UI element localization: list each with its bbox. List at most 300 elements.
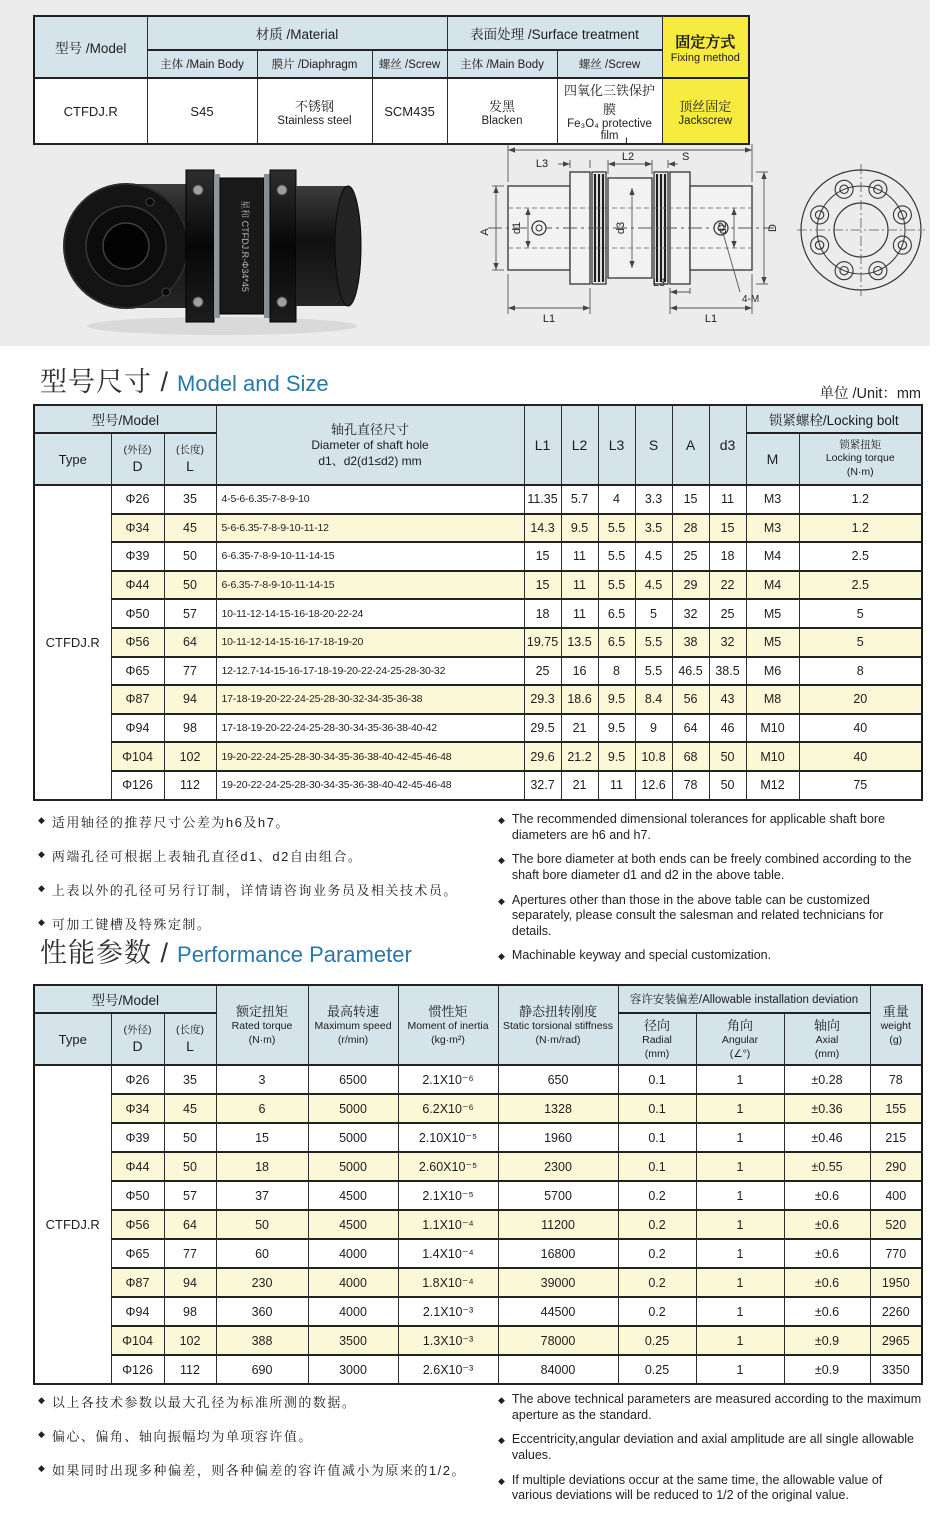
table-cell: Φ26 [111, 485, 164, 514]
dim-label-d1: d1 [511, 221, 523, 235]
table-cell: Φ44 [111, 571, 164, 600]
table-cell: 35 [164, 1065, 216, 1094]
diamond-bullet-icon: ◆ [498, 895, 505, 906]
perf-notes [38, 1392, 922, 1513]
note-item [38, 1392, 480, 1411]
inertia-cn: 惯性矩 [428, 1003, 468, 1019]
product-photo [46, 126, 398, 340]
table-cell: 0.2 [618, 1239, 696, 1268]
table-cell: 46 [709, 714, 746, 743]
table-cell: 19.75 [524, 628, 561, 657]
diamond-bullet-icon: ◆ [498, 815, 505, 825]
table-cell: 15 [672, 485, 709, 514]
table-cell: 9.5 [598, 742, 635, 771]
table-cell: M3 [746, 514, 799, 543]
table-row [34, 742, 922, 771]
table-cell: 2300 [498, 1152, 618, 1181]
table-row [34, 1297, 922, 1326]
table-row [34, 685, 922, 714]
spec-subheader-main-body-2: 主体 /Main Body [447, 50, 557, 78]
d-header-cn: (外径) [123, 444, 152, 457]
bore-header-cn: 轴孔直径尺寸 [331, 421, 410, 437]
angular-en: Angular [721, 1034, 759, 1047]
table-cell: 4 [598, 485, 635, 514]
table-cell: 15 [524, 571, 561, 600]
spec-fixing-header [662, 16, 749, 78]
spec-surface-header: 表面处理 /Surface treatment [447, 16, 662, 50]
table-cell: 3350 [870, 1355, 922, 1384]
table-cell: 9.5 [561, 514, 598, 543]
table-cell: 3.5 [635, 514, 672, 543]
table-cell: Φ94 [111, 1297, 164, 1326]
table-cell: 1950 [870, 1268, 922, 1297]
table-cell: 1 [696, 1210, 784, 1239]
surface-main-en: Blacken [481, 114, 523, 127]
table-cell: Φ50 [111, 599, 164, 628]
table-cell: 155 [870, 1094, 922, 1123]
table-cell: 50 [164, 571, 216, 600]
table-cell: ±0.28 [784, 1065, 870, 1094]
table-cell: 5000 [308, 1123, 398, 1152]
inertia-unit: (kg·m²) [431, 1033, 465, 1046]
size-header-type: Type [34, 433, 111, 485]
diamond-bullet-icon: ◆ [38, 849, 45, 859]
table-row [34, 657, 922, 686]
table-cell: 60 [216, 1239, 308, 1268]
table-cell: 0.2 [618, 1297, 696, 1326]
fixing-en: Jackscrew [678, 114, 733, 127]
size-header-L1: L1 [524, 405, 561, 485]
table-cell: 0.1 [618, 1152, 696, 1181]
stiffness-unit: (N·m/rad) [535, 1033, 581, 1046]
table-cell: 1.4X10⁻⁴ [398, 1239, 498, 1268]
table-cell: 0.1 [618, 1123, 696, 1152]
table-cell: 16 [561, 657, 598, 686]
table-cell: 11 [598, 771, 635, 800]
table-cell: 2.1X10⁻⁶ [398, 1065, 498, 1094]
diamond-bullet-icon: ◆ [38, 1463, 45, 1473]
spec-model-header: 型号 /Model [34, 16, 147, 78]
surface-screw-en: Fe₃O₄ protective film [567, 118, 652, 142]
table-cell: 50 [164, 1123, 216, 1152]
l-header-cn: (长度) [176, 444, 204, 457]
table-cell: 5.5 [598, 514, 635, 543]
table-cell: 6-6.35-7-8-9-10-11-14-15 [216, 571, 524, 600]
table-cell: 3500 [308, 1326, 398, 1355]
table-cell: 64 [672, 714, 709, 743]
table-cell: 21 [561, 714, 598, 743]
table-cell: 18 [524, 599, 561, 628]
d-header: D [132, 1037, 143, 1054]
table-cell: 1 [696, 1326, 784, 1355]
perf-header-axial [784, 1013, 870, 1065]
spec-model-value: CTFDJ.R [34, 78, 147, 144]
table-cell: 1 [696, 1181, 784, 1210]
model-type-cell: CTFDJ.R [34, 485, 111, 800]
table-cell: 11 [561, 599, 598, 628]
perf-title-en: Performance Parameter [177, 942, 412, 967]
note-item [498, 948, 922, 964]
table-row [34, 1094, 922, 1123]
table-row [34, 542, 922, 571]
bore-header-en: Diameter of shaft hole [311, 438, 429, 453]
table-cell: Φ65 [111, 1239, 164, 1268]
table-row [34, 1152, 922, 1181]
size-header-L3: L3 [598, 405, 635, 485]
table-cell: 5.5 [598, 542, 635, 571]
note-text: 可加工键槽及特殊定制。 [51, 917, 212, 932]
table-cell: 40 [799, 714, 922, 743]
table-cell: 18 [709, 542, 746, 571]
table-cell: 2.1X10⁻⁵ [398, 1181, 498, 1210]
spec-subheader-screw-2: 螺丝 /Screw [557, 50, 662, 78]
table-cell: 1 [696, 1152, 784, 1181]
spec-subheader-main-body: 主体 /Main Body [147, 50, 257, 78]
note-item [38, 1460, 480, 1479]
table-cell: 1 [696, 1268, 784, 1297]
table-cell: 11 [561, 542, 598, 571]
table-row [34, 1239, 922, 1268]
table-cell: 5700 [498, 1181, 618, 1210]
table-cell: 400 [870, 1181, 922, 1210]
table-cell: 8 [598, 657, 635, 686]
perf-header-inertia [398, 985, 498, 1065]
table-cell: 1 [696, 1297, 784, 1326]
stiffness-cn: 静态扭转刚度 [519, 1003, 598, 1019]
table-cell: 32 [709, 628, 746, 657]
diamond-bullet-icon: ◆ [498, 855, 505, 866]
table-cell: 94 [164, 1268, 216, 1297]
note-text: 偏心、偏角、轴向振幅均为单项容许值。 [51, 1429, 313, 1444]
table-cell: 0.2 [618, 1268, 696, 1297]
size-header-bore [216, 405, 524, 485]
table-cell: 45 [164, 514, 216, 543]
note-item [498, 893, 922, 940]
table-cell: 3.3 [635, 485, 672, 514]
table-cell: 22 [709, 571, 746, 600]
table-cell: 112 [164, 771, 216, 800]
table-cell: 98 [164, 714, 216, 743]
table-cell: Φ34 [111, 514, 164, 543]
size-header-S: S [635, 405, 672, 485]
rated-torque-unit: (N·m) [248, 1033, 276, 1046]
table-cell: 11200 [498, 1210, 618, 1239]
table-cell: 290 [870, 1152, 922, 1181]
table-row [34, 1065, 922, 1094]
table-cell: 4000 [308, 1239, 398, 1268]
table-cell: 5 [799, 599, 922, 628]
photo-marking-text: 星和 CTFDJ.R-Φ34*45 [240, 200, 250, 292]
table-cell: 43 [709, 685, 746, 714]
table-cell: 6.2X10⁻⁶ [398, 1094, 498, 1123]
table-cell: 690 [216, 1355, 308, 1384]
rated-torque-en: Rated torque [231, 1020, 293, 1033]
table-cell: ±0.6 [784, 1268, 870, 1297]
perf-section-title [40, 931, 412, 970]
table-cell: 5.5 [598, 571, 635, 600]
diamond-bullet-icon: ◆ [498, 1475, 505, 1486]
table-cell: Φ126 [111, 1355, 164, 1384]
dim-label-4M: 4-M [742, 294, 760, 305]
table-cell: 50 [164, 542, 216, 571]
size-header-A: A [672, 405, 709, 485]
table-cell: 84000 [498, 1355, 618, 1384]
table-cell: 4-5-6-6.35-7-8-9-10 [216, 485, 524, 514]
table-row [34, 599, 922, 628]
dimension-drawing-side [466, 116, 796, 338]
table-cell: 102 [164, 1326, 216, 1355]
table-cell: 12.6 [635, 771, 672, 800]
table-cell: 10-11-12-14-15-16-17-18-19-20 [216, 628, 524, 657]
angular-cn: 角向 [727, 1017, 754, 1033]
table-cell: 6500 [308, 1065, 398, 1094]
size-header-d3: d3 [709, 405, 746, 485]
dim-label-S: S [682, 151, 690, 163]
table-cell: 11 [709, 485, 746, 514]
table-cell: 16800 [498, 1239, 618, 1268]
dim-label-A: A [479, 228, 491, 236]
note-item [38, 1426, 480, 1445]
size-header-torque [799, 433, 922, 485]
table-cell: 1.1X10⁻⁴ [398, 1210, 498, 1239]
table-cell: 44500 [498, 1297, 618, 1326]
table-cell: 21.2 [561, 742, 598, 771]
table-cell: 57 [164, 599, 216, 628]
diamond-bullet-icon: ◆ [498, 951, 505, 962]
table-cell: Φ34 [111, 1094, 164, 1123]
weight-en: weight [880, 1020, 911, 1033]
table-cell: 2.60X10⁻⁵ [398, 1152, 498, 1181]
table-cell: M8 [746, 685, 799, 714]
table-cell: 112 [164, 1355, 216, 1384]
table-cell: 15 [709, 514, 746, 543]
table-cell: 1 [696, 1065, 784, 1094]
perf-title-cn: 性能参数 / [40, 938, 170, 968]
max-speed-en: Maximum speed [314, 1020, 392, 1033]
axial-en: Axial [815, 1034, 839, 1047]
note-text: 适用轴径的推荐尺寸公差为h6及h7。 [51, 815, 290, 830]
table-cell: Φ87 [111, 1268, 164, 1297]
dim-label-L: L [624, 136, 632, 148]
diaphragm-en: Stainless steel [277, 114, 352, 127]
table-cell: 0.2 [618, 1210, 696, 1239]
size-header-L2: L2 [561, 405, 598, 485]
table-cell: 0.2 [618, 1181, 696, 1210]
table-row [34, 771, 922, 800]
l-header: L [186, 1037, 194, 1054]
note-text: 以上各技术参数以最大孔径为标准所测的数据。 [51, 1395, 357, 1410]
size-header-M: M [746, 433, 799, 485]
table-cell: 38.5 [709, 657, 746, 686]
table-cell: 11.35 [524, 485, 561, 514]
table-cell: 50 [216, 1210, 308, 1239]
table-cell: 2965 [870, 1326, 922, 1355]
table-cell: 5000 [308, 1152, 398, 1181]
table-cell: 18.6 [561, 685, 598, 714]
table-cell: 21 [561, 771, 598, 800]
table-row [34, 1326, 922, 1355]
weight-cn: 重量 [882, 1003, 909, 1019]
table-cell: 1.3X10⁻³ [398, 1326, 498, 1355]
diaphragm-cn: 不锈钢 [294, 98, 334, 114]
table-cell: 10.8 [635, 742, 672, 771]
d-header-cn: (外径) [123, 1024, 152, 1037]
table-cell: 5.5 [635, 628, 672, 657]
size-title-en: Model and Size [177, 371, 329, 396]
note-item [498, 812, 922, 843]
dim-label-L2: L2 [621, 151, 635, 163]
table-cell: ±0.6 [784, 1297, 870, 1326]
table-cell: M4 [746, 571, 799, 600]
diamond-bullet-icon: ◆ [38, 917, 45, 927]
table-cell: 360 [216, 1297, 308, 1326]
angular-unit: (∠°) [729, 1047, 751, 1060]
table-cell: Φ26 [111, 1065, 164, 1094]
perf-header-angular [696, 1013, 784, 1065]
table-cell: 1328 [498, 1094, 618, 1123]
radial-cn: 径向 [644, 1017, 671, 1033]
table-cell: 8.4 [635, 685, 672, 714]
table-cell: 15 [524, 542, 561, 571]
table-cell: 4.5 [635, 542, 672, 571]
perf-header-radial [618, 1013, 696, 1065]
perf-header-d [111, 1013, 164, 1065]
table-cell: 12-12.7-14-15-16-17-18-19-20-22-24-25-28-30-32 [216, 657, 524, 686]
table-cell: 29.3 [524, 685, 561, 714]
table-cell: 19-20-22-24-25-28-30-34-35-36-38-40-42-45-46-48 [216, 771, 524, 800]
size-header-model: 型号/Model [34, 405, 216, 433]
perf-table [33, 984, 923, 1385]
table-cell: 520 [870, 1210, 922, 1239]
table-cell: 6 [216, 1094, 308, 1123]
torque-header-en: Locking torque [825, 452, 895, 465]
dim-label-d2: d2 [717, 221, 729, 235]
table-cell: 46.5 [672, 657, 709, 686]
max-speed-cn: 最高转速 [327, 1003, 380, 1019]
unit-label: 单位 /Unit：mm [819, 386, 921, 402]
table-cell: Φ44 [111, 1152, 164, 1181]
table-cell: 40 [799, 742, 922, 771]
table-cell: 2260 [870, 1297, 922, 1326]
model-type-cell: CTFDJ.R [34, 1065, 111, 1384]
table-cell: Φ50 [111, 1181, 164, 1210]
surface-screw-cn: 四氧化三铁保护膜 [564, 83, 656, 117]
table-cell: 6-6.35-7-8-9-10-11-14-15 [216, 542, 524, 571]
table-cell: 1 [696, 1355, 784, 1384]
perf-header-l [164, 1013, 216, 1065]
table-cell: 64 [164, 628, 216, 657]
diamond-bullet-icon: ◆ [38, 883, 45, 893]
table-row [34, 1181, 922, 1210]
table-cell: 1 [696, 1094, 784, 1123]
table-cell: 78 [672, 771, 709, 800]
size-header-d [111, 433, 164, 485]
dim-label-L3-bottom: L3 [652, 277, 666, 289]
spec-main-body-material: S45 [147, 78, 257, 144]
note-item [498, 1392, 922, 1423]
table-cell: ±0.36 [784, 1094, 870, 1123]
perf-header-type: Type [34, 1013, 111, 1065]
note-text: The recommended dimensional tolerances for applicable shaft bore diameters are h6 and h7. [511, 812, 886, 842]
l-header-cn: (长度) [176, 1024, 204, 1037]
table-cell: 0.25 [618, 1326, 696, 1355]
table-cell: 78000 [498, 1326, 618, 1355]
table-cell: 68 [672, 742, 709, 771]
diamond-bullet-icon: ◆ [38, 1395, 45, 1405]
l-header: L [186, 457, 194, 474]
table-row [34, 1210, 922, 1239]
table-cell: 75 [799, 771, 922, 800]
table-cell: 10-11-12-14-15-16-18-20-22-24 [216, 599, 524, 628]
table-cell: 5.7 [561, 485, 598, 514]
size-header-locking-bolt: 锁紧螺栓/Locking bolt [746, 405, 922, 433]
size-title-cn: 型号尺寸 / [40, 367, 170, 397]
dim-label-L1-left: L1 [542, 313, 556, 325]
table-cell: 19-20-22-24-25-28-30-34-35-36-38-40-42-45-46-48 [216, 742, 524, 771]
table-cell: M4 [746, 542, 799, 571]
table-cell: M6 [746, 657, 799, 686]
table-cell: 2.6X10⁻³ [398, 1355, 498, 1384]
table-cell: 0.1 [618, 1065, 696, 1094]
table-cell: 6.5 [598, 599, 635, 628]
table-cell: ±0.6 [784, 1239, 870, 1268]
radial-unit: (mm) [644, 1047, 670, 1060]
table-cell: 3 [216, 1065, 308, 1094]
table-cell: 3000 [308, 1355, 398, 1384]
spec-material-header: 材质 /Material [147, 16, 447, 50]
perf-header-model: 型号/Model [34, 985, 216, 1013]
table-cell: 77 [164, 657, 216, 686]
note-item [498, 852, 922, 883]
perf-header-torque [216, 985, 308, 1065]
size-section-title [40, 360, 329, 399]
table-cell: ±0.9 [784, 1355, 870, 1384]
table-row [34, 714, 922, 743]
table-cell: Φ39 [111, 1123, 164, 1152]
note-text: If multiple deviations occur at the same time, the allowable value of various deviations will be reduced to 1/2 of the original value. [511, 1472, 883, 1503]
table-row [34, 571, 922, 600]
table-cell: Φ87 [111, 685, 164, 714]
table-cell: 35 [164, 485, 216, 514]
perf-header-stiffness [498, 985, 618, 1065]
table-cell: Φ104 [111, 1326, 164, 1355]
axial-cn: 轴向 [814, 1017, 841, 1033]
table-cell: 9.5 [598, 685, 635, 714]
table-cell: 32.7 [524, 771, 561, 800]
dim-label-D: D [767, 224, 779, 232]
table-cell: Φ39 [111, 542, 164, 571]
note-item [38, 846, 480, 865]
perf-header-speed [308, 985, 398, 1065]
dim-label-d3: d3 [615, 221, 627, 235]
table-cell: 32 [672, 599, 709, 628]
table-cell: 5 [799, 628, 922, 657]
table-cell: 2.1X10⁻³ [398, 1297, 498, 1326]
table-cell: 102 [164, 742, 216, 771]
perf-header-weight [870, 985, 922, 1065]
table-cell: 9 [635, 714, 672, 743]
table-row [34, 1355, 922, 1384]
table-cell: ±0.6 [784, 1210, 870, 1239]
table-cell: 11 [561, 571, 598, 600]
inertia-en: Moment of inertia [407, 1020, 489, 1033]
table-cell: 25 [524, 657, 561, 686]
table-cell: 5 [635, 599, 672, 628]
table-row [34, 628, 922, 657]
table-cell: 4000 [308, 1268, 398, 1297]
note-text: 如果同时出现多种偏差，则各种偏差的容许值减小为原来的1/2。 [51, 1463, 466, 1478]
table-cell: 5-6-6.35-7-8-9-10-11-12 [216, 514, 524, 543]
